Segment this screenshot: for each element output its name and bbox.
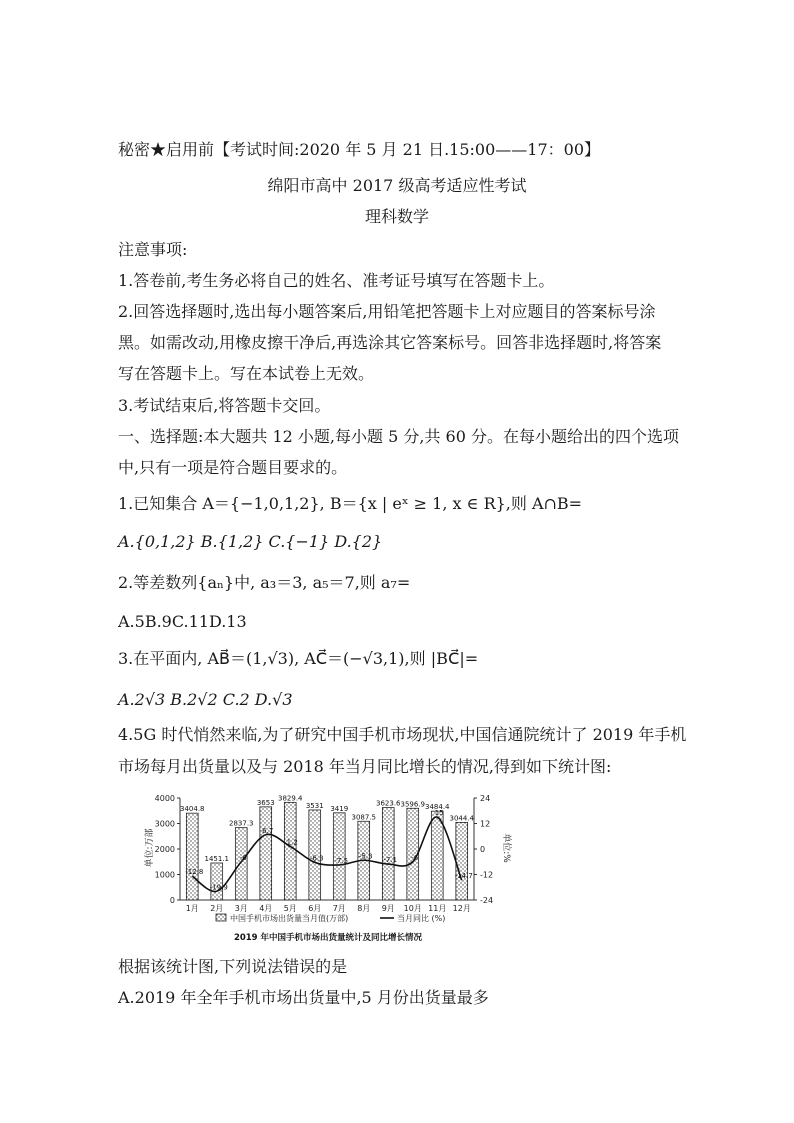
- chart-svg: [118, 788, 514, 946]
- x-tick-label: 5月: [283, 904, 297, 913]
- question-4-line: 市场每月出货量以及与 2018 年当月同比增长的情况,得到如下统计图:: [118, 757, 612, 776]
- y-tick-label-right: 24: [480, 794, 491, 803]
- y-tick-label-right: -12: [480, 870, 494, 880]
- chart-bar: [186, 813, 198, 900]
- line-value-label: -6.3: [309, 854, 324, 863]
- note-item: 黑。如需改动,用橡皮擦干净后,再选涂其它答案标号。回答非选择题时,将答案: [118, 333, 662, 352]
- x-tick-label: 4月: [259, 904, 273, 913]
- line-value-label: -12.8: [185, 868, 204, 877]
- x-tick-label: 11月: [428, 904, 447, 913]
- line-value-label: 6.7: [262, 826, 274, 835]
- bar-value-label: 3531: [305, 801, 324, 810]
- chart-bar: [211, 863, 223, 900]
- bar-value-label: 3653: [256, 798, 275, 807]
- x-tick-label: 7月: [332, 904, 346, 913]
- bar-value-label: 3623.6: [376, 799, 401, 808]
- legend-line-label: 当月同比 (%): [397, 914, 446, 923]
- line-value-label: -14.7: [454, 872, 473, 881]
- y-tick-label-left: 4000: [154, 794, 175, 803]
- question-1-options: A.{0,1,2} B.{1,2} C.{−1} D.{2}: [118, 532, 383, 551]
- question-4-option-a: A.2019 年全年手机市场出货量中,5 月份出货量最多: [118, 988, 489, 1007]
- growth-line: [192, 817, 462, 892]
- note-item: 写在答题卡上。写在本试卷上无效。: [118, 364, 375, 383]
- chart-bar: [235, 828, 247, 900]
- x-tick-label: 2月: [210, 904, 224, 913]
- note-item: 1.答卷前,考生务必将自己的姓名、准考证号填写在答题卡上。: [118, 271, 555, 290]
- exam-header: 秘密★启用前【考试时间:2020 年 5 月 21 日.15:00——17：00】: [118, 140, 600, 159]
- bar-value-label: 3404.8: [180, 805, 205, 814]
- exam-subject: 理科数学: [364, 207, 429, 226]
- bar-value-label: 2837.3: [229, 819, 254, 828]
- bar-value-label: 3419: [330, 804, 349, 813]
- chart-bar: [456, 822, 468, 900]
- note-item: 3.考试结束后,将答题卡交回。: [118, 396, 331, 415]
- y-tick-label-right: 12: [480, 819, 491, 829]
- x-tick-label: 12月: [452, 904, 471, 913]
- line-value-label: 1.2: [286, 838, 298, 847]
- exam-title: 绵阳市高中 2017 级高考适应性考试: [267, 176, 527, 195]
- chart-title: 2019 年中国手机市场出货量统计及同比增长情况: [233, 933, 423, 943]
- y-axis-title-right: 单位:%: [501, 833, 511, 863]
- bar-value-label: 3596.9: [400, 800, 425, 809]
- line-value-label: 15: [434, 809, 444, 818]
- chart-bar: [382, 808, 394, 900]
- bar-value-label: 3044.4: [449, 814, 474, 823]
- shipment-chart: [118, 788, 514, 946]
- y-axis-title-left: 单位:万部: [145, 828, 155, 868]
- section-heading: 一、选择题:本大题共 12 小题,每小题 5 分,共 60 分。在每小题给出的四个选项: [118, 427, 679, 446]
- x-tick-label: 10月: [403, 904, 422, 913]
- notes-heading: 注意事项:: [118, 240, 188, 259]
- x-tick-label: 1月: [185, 904, 199, 913]
- chart-bar: [284, 802, 296, 900]
- question-3-stem: 3.在平面内, AB⃗＝(1,√3), AC⃗＝(−√3,1),则 |BC⃗|=: [118, 649, 479, 668]
- line-value-label: -7.5: [334, 856, 349, 865]
- section-heading: 中,只有一项是符合题目要求的。: [118, 458, 348, 477]
- y-tick-label-left: 3000: [154, 819, 175, 829]
- question-4-prompt: 根据该统计图,下列说法错误的是: [118, 957, 348, 976]
- question-1-stem: 1.已知集合 A＝{−1,0,1,2}, B＝{x | eˣ ≥ 1, x ∈ R},则 A∩B=: [118, 494, 583, 513]
- note-item: 2.回答选择题时,选出每小题答案后,用铅笔把答题卡上对应题目的答案标号涂: [118, 302, 656, 321]
- question-3-options: A.2√3 B.2√2 C.2 D.√3: [118, 690, 293, 709]
- question-2-stem: 2.等差数列{aₙ}中, a₃＝3, a₅＝7,则 a₇=: [118, 573, 411, 592]
- line-value-label: -7.1: [383, 856, 398, 865]
- line-value-label: -6: [239, 853, 247, 862]
- bar-value-label: 3087.5: [351, 813, 376, 822]
- question-4-line: 4.5G 时代悄然来临,为了研究中国手机市场现状,中国信通院统计了 2019 年手机: [118, 725, 687, 744]
- y-tick-label-left: 0: [169, 896, 175, 905]
- chart-bar: [260, 807, 272, 900]
- y-tick-label-left: 1000: [154, 870, 175, 880]
- bar-value-label: 3829.4: [278, 794, 303, 803]
- x-tick-label: 6月: [308, 904, 322, 913]
- chart-bar: [431, 811, 443, 900]
- y-tick-label-right: 0: [480, 845, 486, 854]
- x-tick-label: 3月: [234, 904, 248, 913]
- x-tick-label: 9月: [381, 904, 395, 913]
- line-value-label: -6: [411, 853, 419, 862]
- legend-bar-swatch: [216, 914, 226, 921]
- y-tick-label-right: -24: [480, 896, 494, 905]
- line-value-label: -5.3: [358, 852, 373, 861]
- x-tick-label: 8月: [357, 904, 371, 913]
- line-value-label: -19.9: [209, 883, 228, 892]
- question-2-options: A.5B.9C.11D.13: [118, 612, 247, 631]
- legend-bar-label: 中国手机市场出货量当月值(万部): [230, 914, 349, 923]
- bar-value-label: 1451.1: [204, 854, 229, 863]
- bar-value-label: 3484.4: [425, 803, 450, 812]
- y-tick-label-left: 2000: [154, 845, 175, 854]
